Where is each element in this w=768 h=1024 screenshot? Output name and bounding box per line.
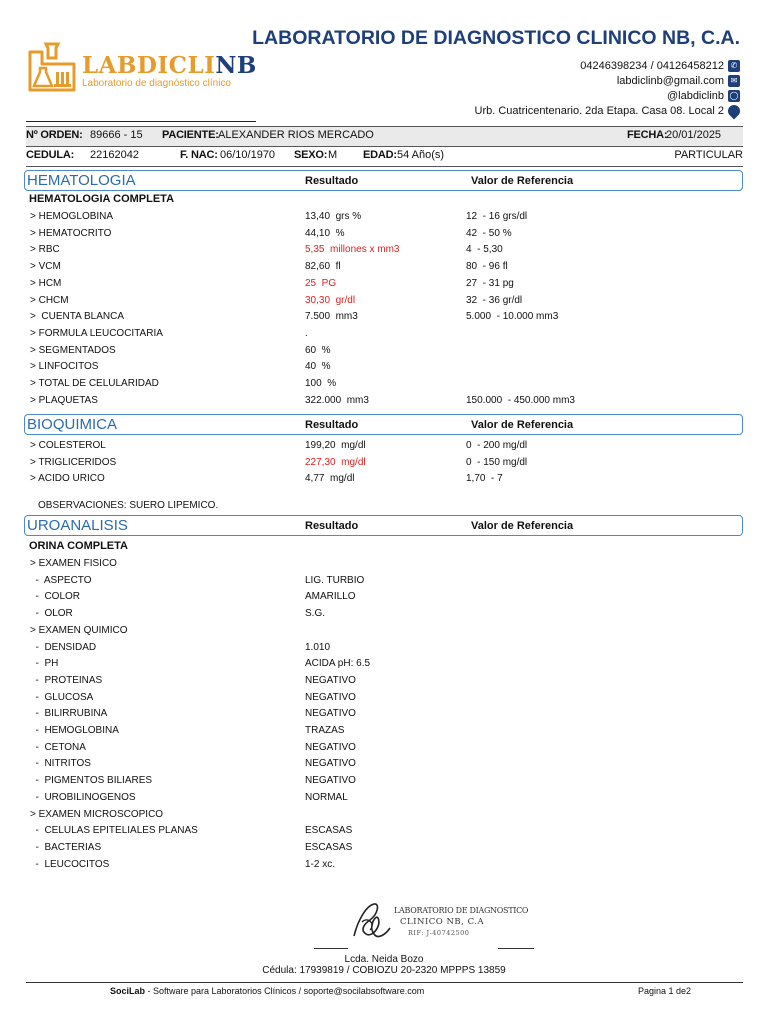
section-title: UROANALISIS — [27, 517, 128, 534]
contact-email — [617, 75, 740, 87]
patient-info — [26, 126, 743, 166]
stamp-line-1: LABORATORIO DE DIAGNOSTICO — [394, 906, 529, 915]
reference-value: 80 - 96 fl — [466, 261, 508, 273]
result-value: LIG. TURBIO — [305, 574, 365, 586]
result-value-abnormal: 30,30 gr/dl — [305, 294, 356, 306]
lab-logo — [26, 42, 258, 100]
reference-value: 42 - 50 % — [466, 227, 512, 239]
sex-label: SEXO: — [294, 149, 328, 161]
stamp-line-3: RIF: J-40742500 — [408, 929, 470, 937]
result-value: NORMAL — [305, 791, 348, 803]
location-pin-icon — [726, 103, 743, 120]
birth-value: 06/10/1970 — [220, 149, 276, 161]
signature-scribble-icon — [348, 900, 394, 946]
test-name: - CELULAS EPITELIALES PLANAS — [30, 825, 198, 837]
result-row — [0, 244, 768, 260]
result-row — [0, 278, 768, 294]
result-value: 1-2 xc. — [305, 858, 336, 870]
id-value: 22162042 — [90, 149, 139, 161]
test-name: - LEUCOCITOS — [30, 858, 110, 870]
result-row — [0, 809, 768, 825]
test-name: > EXAMEN QUIMICO — [30, 624, 128, 636]
software-text: - Software para Laboratorios Clínicos / soporte@socilabsoftware.com — [145, 986, 425, 996]
instagram-text: @labdiclinb — [666, 90, 724, 102]
test-name: - NITRITOS — [30, 758, 91, 770]
result-value: 1.010 — [305, 641, 331, 653]
date-label: FECHA: — [627, 129, 668, 141]
contact-phones — [580, 60, 740, 72]
age-value: 54 Año(s) — [397, 149, 445, 161]
patient-rule-top — [26, 126, 743, 127]
result-value-abnormal: 227,30 mg/dl — [305, 456, 366, 468]
result-value: . — [305, 327, 308, 339]
test-name: - BACTERIAS — [30, 841, 102, 853]
test-name: > EXAMEN FISICO — [30, 558, 117, 569]
result-value: 44,10 % — [305, 227, 345, 239]
reference-value: 5.000 - 10.000 mm3 — [466, 311, 559, 323]
result-row — [0, 558, 768, 574]
test-name: - HEMOGLOBINA — [30, 725, 119, 736]
result-row — [0, 311, 768, 327]
address-text: Urb. Cuatricentenario. 2da Etapa. Casa 08. Local 2 — [474, 105, 724, 117]
result-row — [0, 692, 768, 708]
section-bioquimica — [24, 414, 743, 435]
result-value-abnormal: 25 PG — [305, 277, 337, 289]
result-row — [0, 642, 768, 658]
logo-divider — [26, 121, 256, 122]
reference-value: 0 - 200 mg/dl — [466, 440, 528, 451]
order-value: 89666 - 15 — [90, 129, 143, 141]
result-value: 199,20 mg/dl — [305, 440, 366, 451]
result-row — [0, 825, 768, 841]
test-name: > TOTAL DE CELULARIDAD — [30, 378, 159, 389]
order-label: Nº ORDEN: — [26, 129, 83, 141]
reference-value: 150.000 - 450.000 mm3 — [466, 394, 575, 406]
result-value: ESCASAS — [305, 841, 353, 853]
footer-divider — [26, 982, 743, 983]
test-name: > CUENTA BLANCA — [30, 311, 125, 323]
reference-value: 12 - 16 grs/dl — [466, 211, 528, 222]
patient-name: ALEXANDER RIOS MERCADO — [218, 129, 374, 141]
test-name: - OLOR — [30, 608, 73, 620]
phones-text: 04246398234 / 04126458212 — [580, 60, 724, 72]
result-row — [0, 658, 768, 674]
test-name: > LINFOCITOS — [30, 361, 99, 373]
result-row — [0, 775, 768, 791]
test-name: > ACIDO URICO — [30, 473, 105, 485]
section-hematologia — [24, 170, 743, 191]
result-row — [0, 345, 768, 361]
age-label: EDAD: — [363, 149, 397, 161]
sex-value: M — [328, 149, 338, 161]
result-row — [0, 457, 768, 473]
stamp-line-2: CLINICO NB, C.A — [400, 917, 485, 927]
patient-label: PACIENTE: — [162, 129, 219, 141]
test-name: > TRIGLICERIDOS — [30, 456, 117, 468]
result-row — [0, 328, 768, 344]
patient-type: PARTICULAR — [674, 149, 743, 161]
reference-value: 32 - 36 gr/dl — [466, 294, 523, 306]
column-reference-header: Valor de Referencia — [471, 419, 574, 431]
result-row — [0, 261, 768, 277]
reference-value: 0 - 150 mg/dl — [466, 456, 528, 468]
observations-text: OBSERVACIONES: SUERO LIPEMICO. — [38, 500, 219, 511]
signer-credentials: Cédula: 17939819 / COBIOZU 20-2320 MPPPS 13859 — [262, 965, 506, 976]
test-name: - GLUCOSA — [30, 691, 94, 703]
test-name: - PROTEINAS — [30, 674, 103, 686]
patient-rule-bottom — [26, 166, 743, 167]
test-name: > RBC — [30, 244, 60, 256]
test-name: - BILIRRUBINA — [30, 708, 108, 720]
result-value: 60 % — [305, 344, 331, 356]
date-value: 20/01/2025 — [666, 129, 722, 141]
result-value: TRAZAS — [305, 725, 345, 736]
result-value: NEGATIVO — [305, 775, 356, 787]
result-value: 100 % — [305, 378, 337, 389]
result-row — [0, 591, 768, 607]
group-title: ORINA COMPLETA — [29, 540, 128, 552]
result-row — [0, 792, 768, 808]
result-row — [0, 842, 768, 858]
result-row — [0, 625, 768, 641]
result-value: NEGATIVO — [305, 691, 356, 703]
mail-icon: ✉ — [728, 75, 740, 87]
lab-name-title: LABORATORIO DE DIAGNOSTICO CLINICO NB, C.A. — [252, 27, 740, 49]
result-row — [0, 608, 768, 624]
result-row — [0, 708, 768, 724]
test-name: - PIGMENTOS BILIARES — [30, 775, 153, 787]
result-value: NEGATIVO — [305, 674, 356, 686]
test-name: > EXAMEN MICROSCOPICO — [30, 808, 164, 820]
result-value: NEGATIVO — [305, 758, 356, 770]
group-heading — [0, 193, 768, 209]
group-title: HEMATOLOGIA COMPLETA — [29, 193, 175, 205]
lab-stamp — [348, 896, 529, 948]
result-row — [0, 859, 768, 875]
result-value: 7.500 mm3 — [305, 311, 358, 323]
result-row — [0, 473, 768, 489]
test-name: > SEGMENTADOS — [30, 344, 116, 356]
birth-label: F. NAC: — [180, 149, 218, 161]
test-name: - PH — [30, 658, 59, 670]
brand-wordmark: LABDICLINB — [82, 52, 257, 79]
section-uroanalisis — [24, 515, 743, 536]
signer-name: Lcda. Neida Bozo — [344, 954, 424, 965]
id-label: CEDULA: — [26, 149, 75, 161]
column-reference-header: Valor de Referencia — [471, 520, 574, 532]
column-result-header: Resultado — [305, 175, 359, 187]
result-value: 82,60 fl — [305, 261, 341, 273]
result-value: NEGATIVO — [305, 741, 356, 753]
column-result-header: Resultado — [305, 520, 359, 532]
result-value: 40 % — [305, 361, 331, 373]
reference-value: 4 - 5,30 — [466, 244, 503, 256]
reference-value: 27 - 31 pg — [466, 277, 514, 289]
test-name: - COLOR — [30, 591, 81, 603]
test-name: - ASPECTO — [30, 574, 92, 586]
contact-address — [475, 105, 740, 117]
result-row — [0, 575, 768, 591]
test-name: > HCM — [30, 277, 62, 289]
column-result-header: Resultado — [305, 419, 359, 431]
reference-value: 1,70 - 7 — [466, 473, 503, 485]
result-row — [0, 440, 768, 456]
observations — [0, 500, 768, 516]
email-text: labdiclinb@gmail.com — [616, 75, 724, 87]
test-name: > FORMULA LEUCOCITARIA — [30, 327, 163, 339]
result-row — [0, 361, 768, 377]
result-value: S.G. — [305, 608, 326, 620]
result-row — [0, 758, 768, 774]
result-row — [0, 295, 768, 311]
column-reference-header: Valor de Referencia — [471, 175, 574, 187]
result-value: 4,77 mg/dl — [305, 473, 355, 485]
test-name: > PLAQUETAS — [30, 394, 98, 406]
test-name: - UROBILINOGENOS — [30, 791, 136, 803]
result-row — [0, 378, 768, 394]
result-value: 13,40 grs % — [305, 211, 362, 222]
test-name: > HEMATOCRITO — [30, 227, 112, 239]
result-row — [0, 211, 768, 227]
test-name: > VCM — [30, 261, 61, 273]
footer-software-credit — [110, 986, 424, 996]
result-row — [0, 228, 768, 244]
software-name: SociLab — [110, 986, 146, 996]
result-value: ESCASAS — [305, 825, 353, 837]
test-name: > COLESTEROL — [30, 440, 106, 451]
result-row — [0, 395, 768, 411]
group-heading — [0, 540, 768, 556]
page-number: Pagina 1 de2 — [638, 986, 692, 996]
brand-subtitle: Laboratorio de diagnóstico clínico — [82, 78, 231, 89]
section-title: HEMATOLOGIA — [27, 172, 136, 189]
result-value: AMARILLO — [305, 591, 356, 603]
test-name: - DENSIDAD — [30, 641, 97, 653]
phone-icon: ✆ — [728, 60, 740, 72]
result-value: NEGATIVO — [305, 708, 356, 720]
result-row — [0, 742, 768, 758]
result-value: 322.000 mm3 — [305, 394, 369, 406]
result-row — [0, 725, 768, 741]
test-name: > HEMOGLOBINA — [30, 211, 114, 222]
instagram-icon: ◯ — [729, 91, 739, 100]
contact-instagram — [667, 90, 740, 102]
lab-flask-logo-icon — [26, 42, 80, 98]
patient-rule-mid — [26, 146, 743, 147]
section-title: BIOQUIMICA — [27, 416, 118, 433]
test-name: - CETONA — [30, 741, 86, 753]
result-value-abnormal: 5,35 millones x mm3 — [305, 244, 400, 256]
signature-line-right — [498, 948, 534, 949]
result-value: ACIDA pH: 6.5 — [305, 658, 371, 670]
result-row — [0, 675, 768, 691]
test-name: > CHCM — [30, 294, 69, 306]
signature-line-left — [314, 948, 348, 949]
